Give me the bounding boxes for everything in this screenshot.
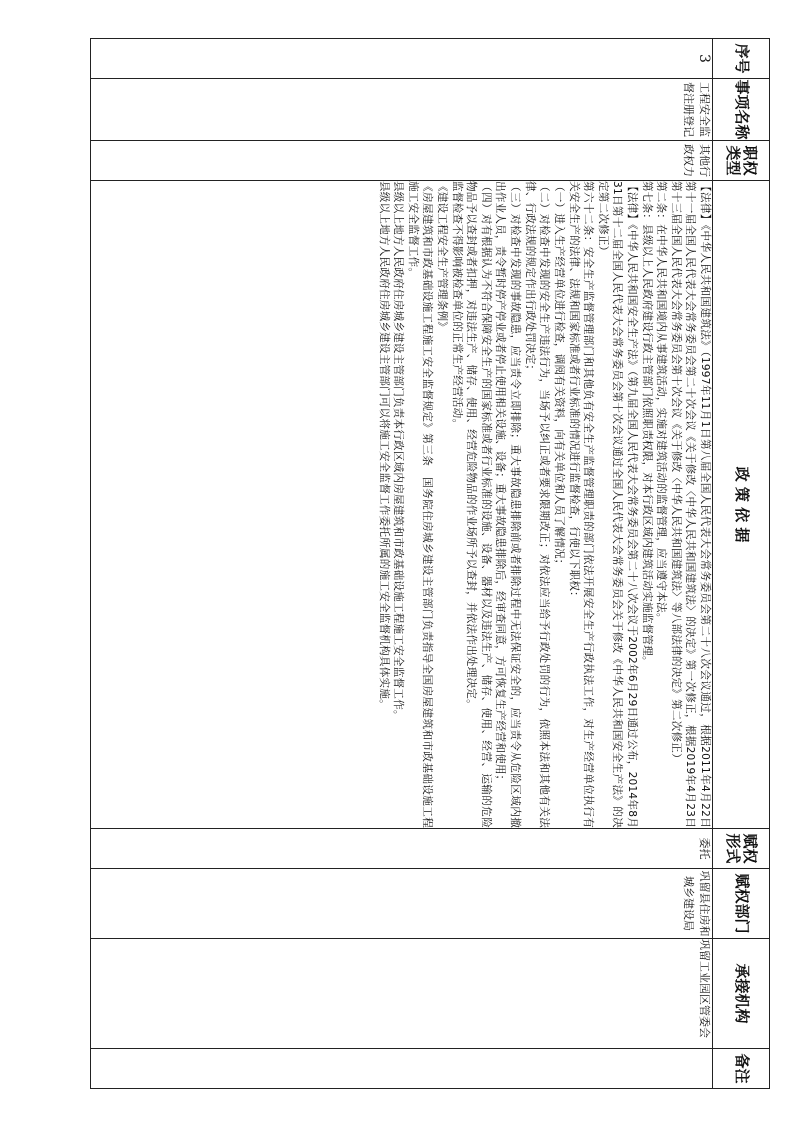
basis-paragraph: 第二条：在中华人民共和国境内从事建筑活动，实施对建筑活动的监督管理，应当遵守本法。 (655, 181, 668, 624)
header-type: 职权类型 (713, 141, 770, 181)
row-auth: 巩留县住房和城乡建设局 (91, 869, 713, 939)
basis-paragraph: 县级以上地方人民政府住房城乡建设主管部门可以将施工安全监督工作委托所属的施工安全监督机构具体实施。 (377, 181, 390, 710)
row-type: 其他行政权力 (91, 141, 713, 181)
basis-paragraph: 县级以上地方人民政府住房城乡建设主管部门负责本行政区域内房屋建筑和市政基础设施工程施工安全监督工作。 (392, 181, 405, 721)
row-num: 3 (91, 39, 713, 79)
header-form: 赋权形式 (713, 829, 770, 869)
header-basis: 政 策 依 据 (713, 181, 770, 829)
header-note: 备注 (713, 1049, 770, 1089)
row-basis (91, 181, 713, 829)
basis-paragraph: 监督检查不得影响被检查单位的正常生产经营活动。 (450, 181, 463, 430)
basis-paragraph: （四）对有根据认为不符合保障安全生产的国家标准或者行业标准的设施、设备、器材以及违法生产、储存、使用、经营、运输的危险物品予以查封或者扣押，对违法生产、储存、使用、经营危险物品的作业场所予以查封，并依法作出处理决定。 (465, 181, 492, 828)
basis-paragraph: （三）对检查中发现的事故隐患，应当责令立即排除；重大事故隐患排除前或者排除过程中无法保证安全的，应当责令从危险区域内撤出作业人员，责令暂时停产停业或者停止使用相关设施、设备；重大事故隐患排除后，经审查同意，方可恢复生产经营和使用； (494, 181, 522, 828)
header-row (713, 39, 770, 1089)
basis-paragraph: 第六十二条：安全生产监督管理部门和其他负有安全生产监督管理职责的部门依法开展安全生产行政执法工作，对生产经营单位执行有关安全生产的法律、法规和国家标准或者行业标准的情况进行监督检查，行使以下职权： (567, 181, 595, 828)
header-num: 序号 (713, 39, 770, 79)
row-note (91, 1049, 713, 1089)
row-recv: 巩留工业园区管委会 (91, 939, 713, 1049)
header-auth: 赋权部门 (713, 869, 770, 939)
table-row (91, 39, 713, 1089)
row-form: 委托 (91, 829, 713, 869)
policy-table (90, 38, 770, 1089)
basis-paragraph: 第七条：县级以上人民政府建设行政主管部门依照职责权限，对本行政区域内建筑活动实施监督管理。 (640, 181, 653, 667)
basis-paragraph: 【法律】《中华人民共和国建筑法》（1997年11月1日第八届全国人民代表大会常务委员会第二十八次会议通过，根据2011年4月22日第十一届全国人民代表大会常务委员会第二十次会议《关于修改〈中华人民共和国建筑法〉的决定》第一次修正，根据2019年4月23日第十三届全国人民代表大会常务委员会第十次会议《关于修改〈中华人民共和国建筑法〉等八部法律的决定》第二次修正） (669, 181, 711, 828)
header-name: 事项名称 (713, 79, 770, 141)
basis-paragraph: 【法律】《中华人民共和国安全生产法》（第九届全国人民代表大会常务委员会第二十八次会议于2002年6月29日通过公布，2014年8月31日第十二届全国人民代表大会常务委员会第十次会议通过全国人民代表大会常务委员会关于修改《中华人民共和国安全生产法》的决定第二次修正） (596, 181, 638, 828)
basis-paragraph: （二）对检查中发现的安全生产违法行为，当场予以纠正或者要求限期改正；对依法应当给予行政处罚的行为，依照本法和其他有关法律、行政法规的规定作出行政处罚决定； (523, 181, 551, 828)
basis-paragraph: （一）进入生产经营单位进行检查，调阅有关资料，向有关单位和人员了解情况； (552, 181, 565, 570)
basis-paragraph: 《建设工程安全生产管理条例》 (436, 181, 449, 333)
header-recv: 承接机构 (713, 939, 770, 1049)
basis-paragraph: 《房屋建筑和市政基础设施工程施工安全监督规定》第三条 国务院住房城乡建设主管部门负责指导全国房屋建筑和市政基础设施工程施工安全监督工作。 (406, 181, 434, 828)
rotated-table-page (90, 38, 770, 1084)
row-name: 工程安全监督注册登记 (91, 79, 713, 141)
